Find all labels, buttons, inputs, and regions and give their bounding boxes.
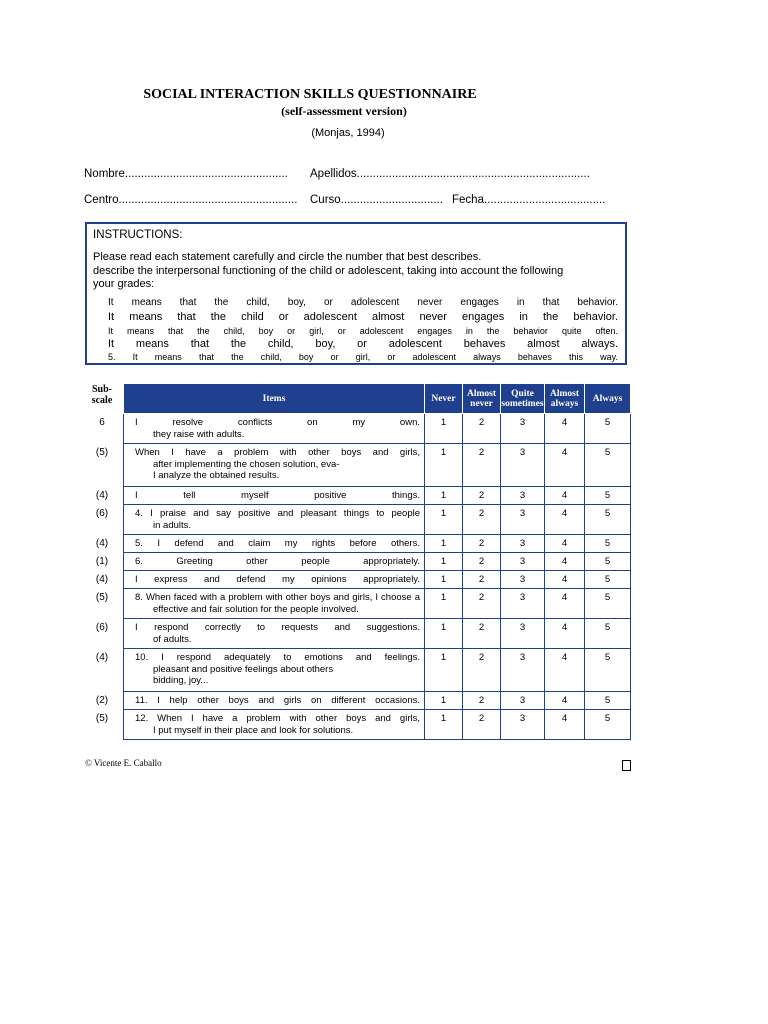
item-text	[124, 589, 425, 619]
score-option[interactable]: 5	[585, 649, 631, 692]
item-line: I respond correctly to requests and suggestions.	[135, 622, 420, 633]
score-option[interactable]: 4	[545, 571, 585, 589]
item-line: I express and defend my opinions appropriately.	[135, 574, 420, 585]
score-option[interactable]: 5	[585, 619, 631, 649]
score-option[interactable]: 4	[545, 444, 585, 487]
item-line: When I have a problem with other boys and girls,	[135, 447, 420, 458]
score-option[interactable]: 3	[501, 535, 545, 553]
instructions-line: Please read each statement carefully and circle the number that best describes.	[93, 251, 482, 263]
never-column-header: Never	[425, 384, 463, 414]
page-marker	[622, 760, 631, 771]
score-option[interactable]: 3	[501, 414, 545, 444]
subscale-value: (2)	[95, 694, 109, 706]
item-line: 11. I help other boys and girls on different occasions.	[135, 695, 420, 706]
item-text	[124, 619, 425, 649]
apellidos-field[interactable]: Apellidos.........................................................................	[310, 168, 590, 180]
score-option[interactable]: 1	[425, 553, 463, 571]
score-option[interactable]: 3	[501, 487, 545, 505]
score-option[interactable]: 3	[501, 589, 545, 619]
table-row	[124, 553, 631, 571]
item-text	[124, 444, 425, 487]
fecha-field[interactable]: Fecha......................................	[452, 194, 606, 206]
score-option[interactable]: 3	[501, 619, 545, 649]
score-option[interactable]: 1	[425, 710, 463, 740]
score-option[interactable]: 2	[463, 487, 501, 505]
subscale-value: (5)	[95, 712, 109, 724]
instructions-title: INSTRUCTIONS:	[93, 229, 183, 241]
instructions-line: your grades:	[93, 278, 155, 290]
score-option[interactable]: 1	[425, 619, 463, 649]
item-text	[124, 571, 425, 589]
score-option[interactable]: 4	[545, 505, 585, 535]
table-row	[124, 571, 631, 589]
score-option[interactable]: 2	[463, 535, 501, 553]
subscale-value: (1)	[95, 555, 109, 567]
score-option[interactable]: 2	[463, 553, 501, 571]
score-option[interactable]: 4	[545, 692, 585, 710]
item-line: they raise with adults.	[153, 428, 245, 440]
subscale-value: (4)	[95, 651, 109, 663]
item-line: 4. I praise and say positive and pleasant things to people	[135, 508, 420, 519]
table-row	[124, 444, 631, 487]
score-option[interactable]: 2	[463, 414, 501, 444]
score-option[interactable]: 2	[463, 649, 501, 692]
item-line: of adults.	[153, 633, 192, 645]
item-text	[124, 487, 425, 505]
score-option[interactable]: 1	[425, 571, 463, 589]
nombre-field[interactable]: Nombre...................................................	[84, 168, 288, 180]
items-column-header: Items	[124, 384, 425, 414]
scale-description-2: It means that the child or adolescent almost never engages in the behavior.	[108, 311, 618, 323]
subscale-value: (5)	[95, 446, 109, 458]
item-line: pleasant and positive feelings about others	[153, 663, 334, 675]
score-option[interactable]: 5	[585, 692, 631, 710]
score-option[interactable]: 3	[501, 710, 545, 740]
score-option[interactable]: 2	[463, 444, 501, 487]
scale-description-5: 5. It means that the child, boy or girl, or adolescent always behaves this way.	[108, 352, 618, 362]
always-column-header: Always	[585, 384, 631, 414]
score-option[interactable]: 4	[545, 414, 585, 444]
curso-field[interactable]: Curso................................	[310, 194, 443, 206]
score-option[interactable]: 5	[585, 553, 631, 571]
item-text	[124, 649, 425, 692]
table-row	[124, 487, 631, 505]
item-text	[124, 414, 425, 444]
score-option[interactable]: 4	[545, 589, 585, 619]
almost-always-column-header: Almost always	[545, 384, 585, 414]
table-row	[124, 535, 631, 553]
score-option[interactable]: 4	[545, 487, 585, 505]
subscale-value: (4)	[95, 573, 109, 585]
score-option[interactable]: 1	[425, 589, 463, 619]
scale-description-1: It means that the child, boy, or adolescent never engages in that behavior.	[108, 297, 618, 308]
score-option[interactable]: 3	[501, 553, 545, 571]
score-option[interactable]: 5	[585, 414, 631, 444]
centro-field[interactable]: Centro........................................................	[84, 194, 298, 206]
subscale-value: 6	[99, 416, 105, 428]
score-option[interactable]: 3	[501, 444, 545, 487]
questionnaire-title: SOCIAL INTERACTION SKILLS QUESTIONNAIRE	[143, 87, 477, 102]
instructions-body	[93, 251, 623, 292]
item-line: I tell myself positive things.	[135, 490, 420, 501]
item-line: I analyze the obtained results.	[153, 470, 280, 481]
item-line: after implementing the chosen solution, eva-	[153, 458, 340, 470]
score-option[interactable]: 2	[463, 692, 501, 710]
subscale-value: (6)	[95, 507, 109, 519]
citation: (Monjas, 1994)	[311, 127, 385, 139]
score-option[interactable]: 2	[463, 571, 501, 589]
score-option[interactable]: 2	[463, 619, 501, 649]
score-option[interactable]: 4	[545, 535, 585, 553]
item-text	[124, 535, 425, 553]
item-text	[124, 710, 425, 740]
score-option[interactable]: 1	[425, 505, 463, 535]
score-option[interactable]: 1	[425, 444, 463, 487]
subscale-header: Sub-scale	[91, 384, 113, 406]
score-option[interactable]: 5	[585, 710, 631, 740]
subscale-value: (5)	[95, 591, 109, 603]
questionnaire-subtitle: (self-assessment version)	[281, 104, 407, 118]
score-option[interactable]: 5	[585, 571, 631, 589]
questionnaire-table	[123, 383, 631, 740]
score-option[interactable]: 5	[585, 589, 631, 619]
item-line: 8. When faced with a problem with other boys and girls, I choose a	[135, 592, 420, 603]
score-option[interactable]: 4	[545, 710, 585, 740]
table-row	[124, 505, 631, 535]
item-line: I put myself in their place and look for solutions.	[153, 724, 354, 736]
table-row	[124, 589, 631, 619]
item-line: effective and fair solution for the people involved.	[153, 603, 359, 615]
score-option[interactable]: 5	[585, 487, 631, 505]
table-row	[124, 692, 631, 710]
instructions-line: describe the interpersonal functioning of the child or adolescent, taking into account the following	[93, 264, 564, 277]
item-text	[124, 505, 425, 535]
score-option[interactable]: 3	[501, 649, 545, 692]
score-option[interactable]: 4	[545, 553, 585, 571]
item-line: bidding, joy...	[153, 675, 209, 686]
score-option[interactable]: 3	[501, 571, 545, 589]
score-option[interactable]: 1	[425, 692, 463, 710]
item-line: 10. I respond adequately to emotions and feelings.	[135, 652, 420, 663]
item-text	[124, 553, 425, 571]
score-option[interactable]: 5	[585, 505, 631, 535]
table-header-row	[124, 384, 631, 414]
item-line: 5. I defend and claim my rights before others.	[135, 538, 420, 549]
table-row	[124, 414, 631, 444]
subscale-value: (6)	[95, 621, 109, 633]
score-option[interactable]: 1	[425, 535, 463, 553]
score-option[interactable]: 2	[463, 505, 501, 535]
item-line: in adults.	[153, 519, 192, 531]
item-line: 6. Greeting other people appropriately.	[135, 556, 420, 567]
item-text	[124, 692, 425, 710]
table-row	[124, 649, 631, 692]
subscale-value: (4)	[95, 537, 109, 549]
score-option[interactable]: 1	[425, 649, 463, 692]
scale-description-3: It means that the child, boy or girl, or adolescent engages in the behavior quite often.	[108, 326, 618, 336]
score-option[interactable]: 1	[425, 487, 463, 505]
item-line: I resolve conflicts on my own.	[135, 417, 420, 428]
scale-description-4: It means that the child, boy, or adolescent behaves almost always.	[108, 338, 618, 350]
score-option[interactable]: 3	[501, 505, 545, 535]
score-option[interactable]: 4	[545, 649, 585, 692]
table-row	[124, 710, 631, 740]
score-option[interactable]: 5	[585, 535, 631, 553]
quite-sometimes-column-header: Quite sometimes	[501, 384, 545, 414]
table-row	[124, 619, 631, 649]
almost-never-column-header: Almost never	[463, 384, 501, 414]
score-option[interactable]: 2	[463, 710, 501, 740]
instructions-box	[85, 222, 627, 365]
subscale-value: (4)	[95, 489, 109, 501]
score-option[interactable]: 3	[501, 692, 545, 710]
score-option[interactable]: 1	[425, 414, 463, 444]
score-option[interactable]: 2	[463, 589, 501, 619]
copyright-footer: © Vicente E. Caballo	[85, 758, 162, 768]
score-option[interactable]: 5	[585, 444, 631, 487]
item-line: 12. When I have a problem with other boys and girls,	[135, 713, 420, 724]
score-option[interactable]: 4	[545, 619, 585, 649]
